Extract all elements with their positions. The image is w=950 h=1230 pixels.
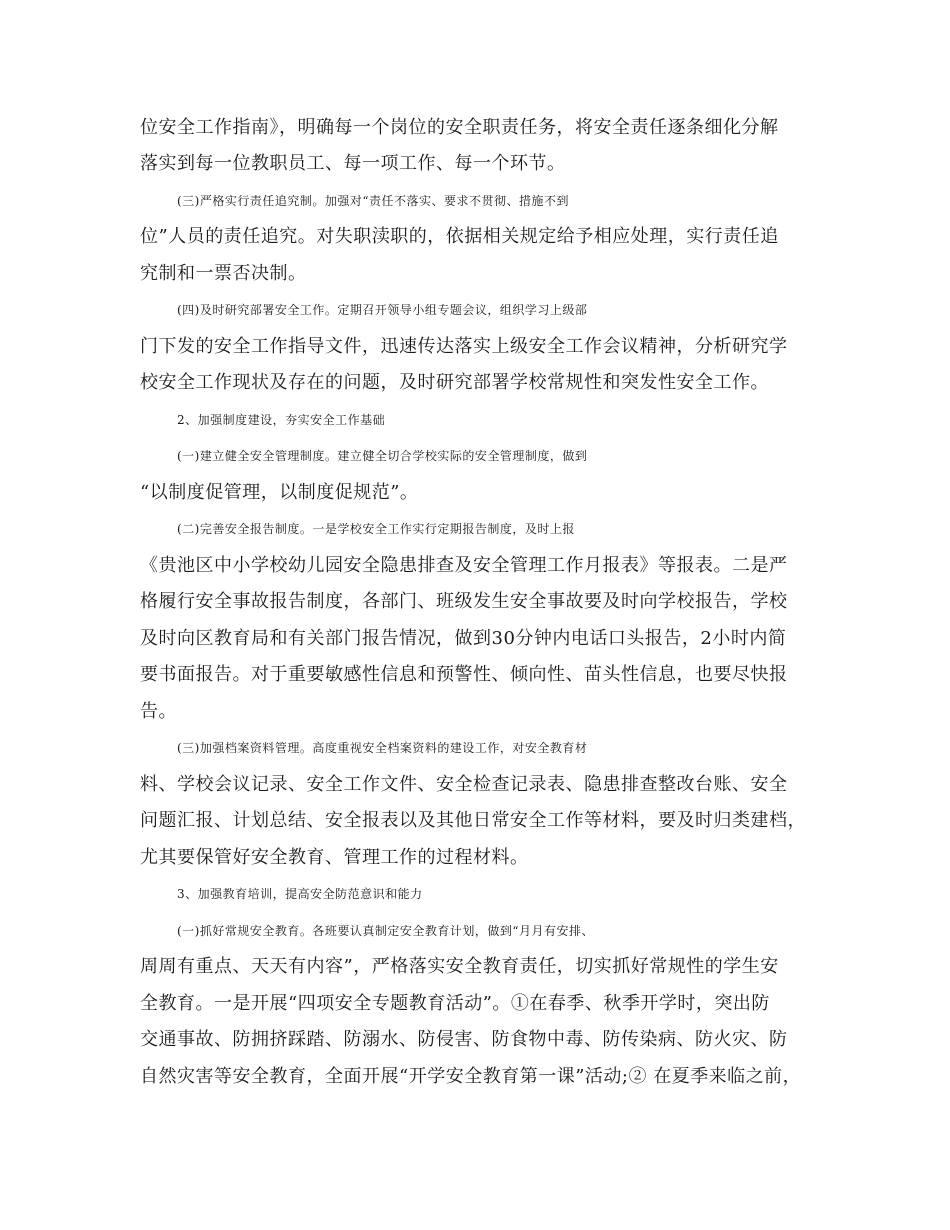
text-line: 及时向区教育局和有关部门报告情况，做到30分钟内电话口头报告，2小时内简 bbox=[140, 628, 787, 649]
text-line: 格履行安全事故报告制度，各部门、班级发生安全事故要及时向学校报告，学校 bbox=[140, 591, 788, 612]
paragraph-start-line: (三)加强档案资料管理。高度重视安全档案资料的建设工作，对安全教育材 bbox=[177, 741, 588, 755]
text-line: 料、学校会议记录、安全工作文件、安全检查记录表、隐患排查整改台账、安全 bbox=[140, 774, 788, 795]
text-line: 《贵池区中小学校幼儿园安全隐患排查及安全管理工作月报表》等报表。二是严 bbox=[140, 555, 788, 576]
section-heading-2: 2、加强制度建设，夯实安全工作基础 bbox=[177, 413, 386, 427]
text-line: 究制和一票否决制。 bbox=[140, 263, 307, 284]
text-line: 问题汇报、计划总结、安全报表以及其他日常安全工作等材料，要及时归类建档， bbox=[140, 810, 806, 831]
paragraph-start-line: (四)及时研究部署安全工作。定期召开领导小组专题会议，组织学习上级部 bbox=[177, 303, 588, 317]
text-line: 交通事故、防拥挤踩踏、防溺水、防侵害、防食物中毒、防传染病、防火灾、防 bbox=[140, 1029, 788, 1050]
section-heading-3: 3、加强教育培训，提高安全防范意识和能力 bbox=[177, 887, 423, 901]
text-line: 门下发的安全工作指导文件，迅速传达落实上级安全工作会议精神，分析研究学 bbox=[140, 336, 788, 357]
text-line: 要书面报告。对于重要敏感性信息和预警性、倾向性、苗头性信息，也要尽快报 bbox=[140, 664, 788, 685]
text-line: 告。 bbox=[140, 701, 177, 722]
text-line: 位”人员的责任追究。对失职渎职的，依据相关规定给予相应处理，实行责任追 bbox=[140, 226, 779, 247]
text-line: 尤其要保管好安全教育、管理工作的过程材料。 bbox=[140, 847, 529, 868]
text-line: 校安全工作现状及存在的问题，及时研究部署学校常规性和突发性安全工作。 bbox=[140, 372, 769, 393]
text-line: 周周有重点、天天有内容”，严格落实安全教育责任，切实抓好常规性的学生安 bbox=[140, 956, 779, 977]
paragraph-start-line: (一)建立健全安全管理制度。建立健全切合学校实际的安全管理制度，做到 bbox=[177, 449, 588, 463]
paragraph-start-line: (二)完善安全报告制度。一是学校安全工作实行定期报告制度，及时上报 bbox=[177, 522, 575, 536]
text-line: 落实到每一位教职员工、每一项工作、每一个环节。 bbox=[140, 153, 566, 174]
text-line: 自然灾害等安全教育，全面开展“开学安全教育第一课”活动;② 在夏季来临之前， bbox=[140, 1066, 802, 1087]
text-line: “以制度促管理，以制度促规范”。 bbox=[140, 482, 419, 503]
text-line: 全教育。一是开展“四项安全专题教育活动”。①在春季、秋季开学时，突出防 bbox=[140, 993, 770, 1014]
paragraph-start-line: (一)抓好常规安全教育。各班要认真制定安全教育计划，做到“月月有安排、 bbox=[177, 924, 595, 938]
paragraph-start-line: (三)严格实行责任追究制。加强对“责任不落实、要求不贯彻、措施不到 bbox=[177, 194, 570, 208]
text-line: 位安全工作指南》，明确每一个岗位的安全职责任务，将安全责任逐条细化分解 bbox=[140, 117, 779, 138]
